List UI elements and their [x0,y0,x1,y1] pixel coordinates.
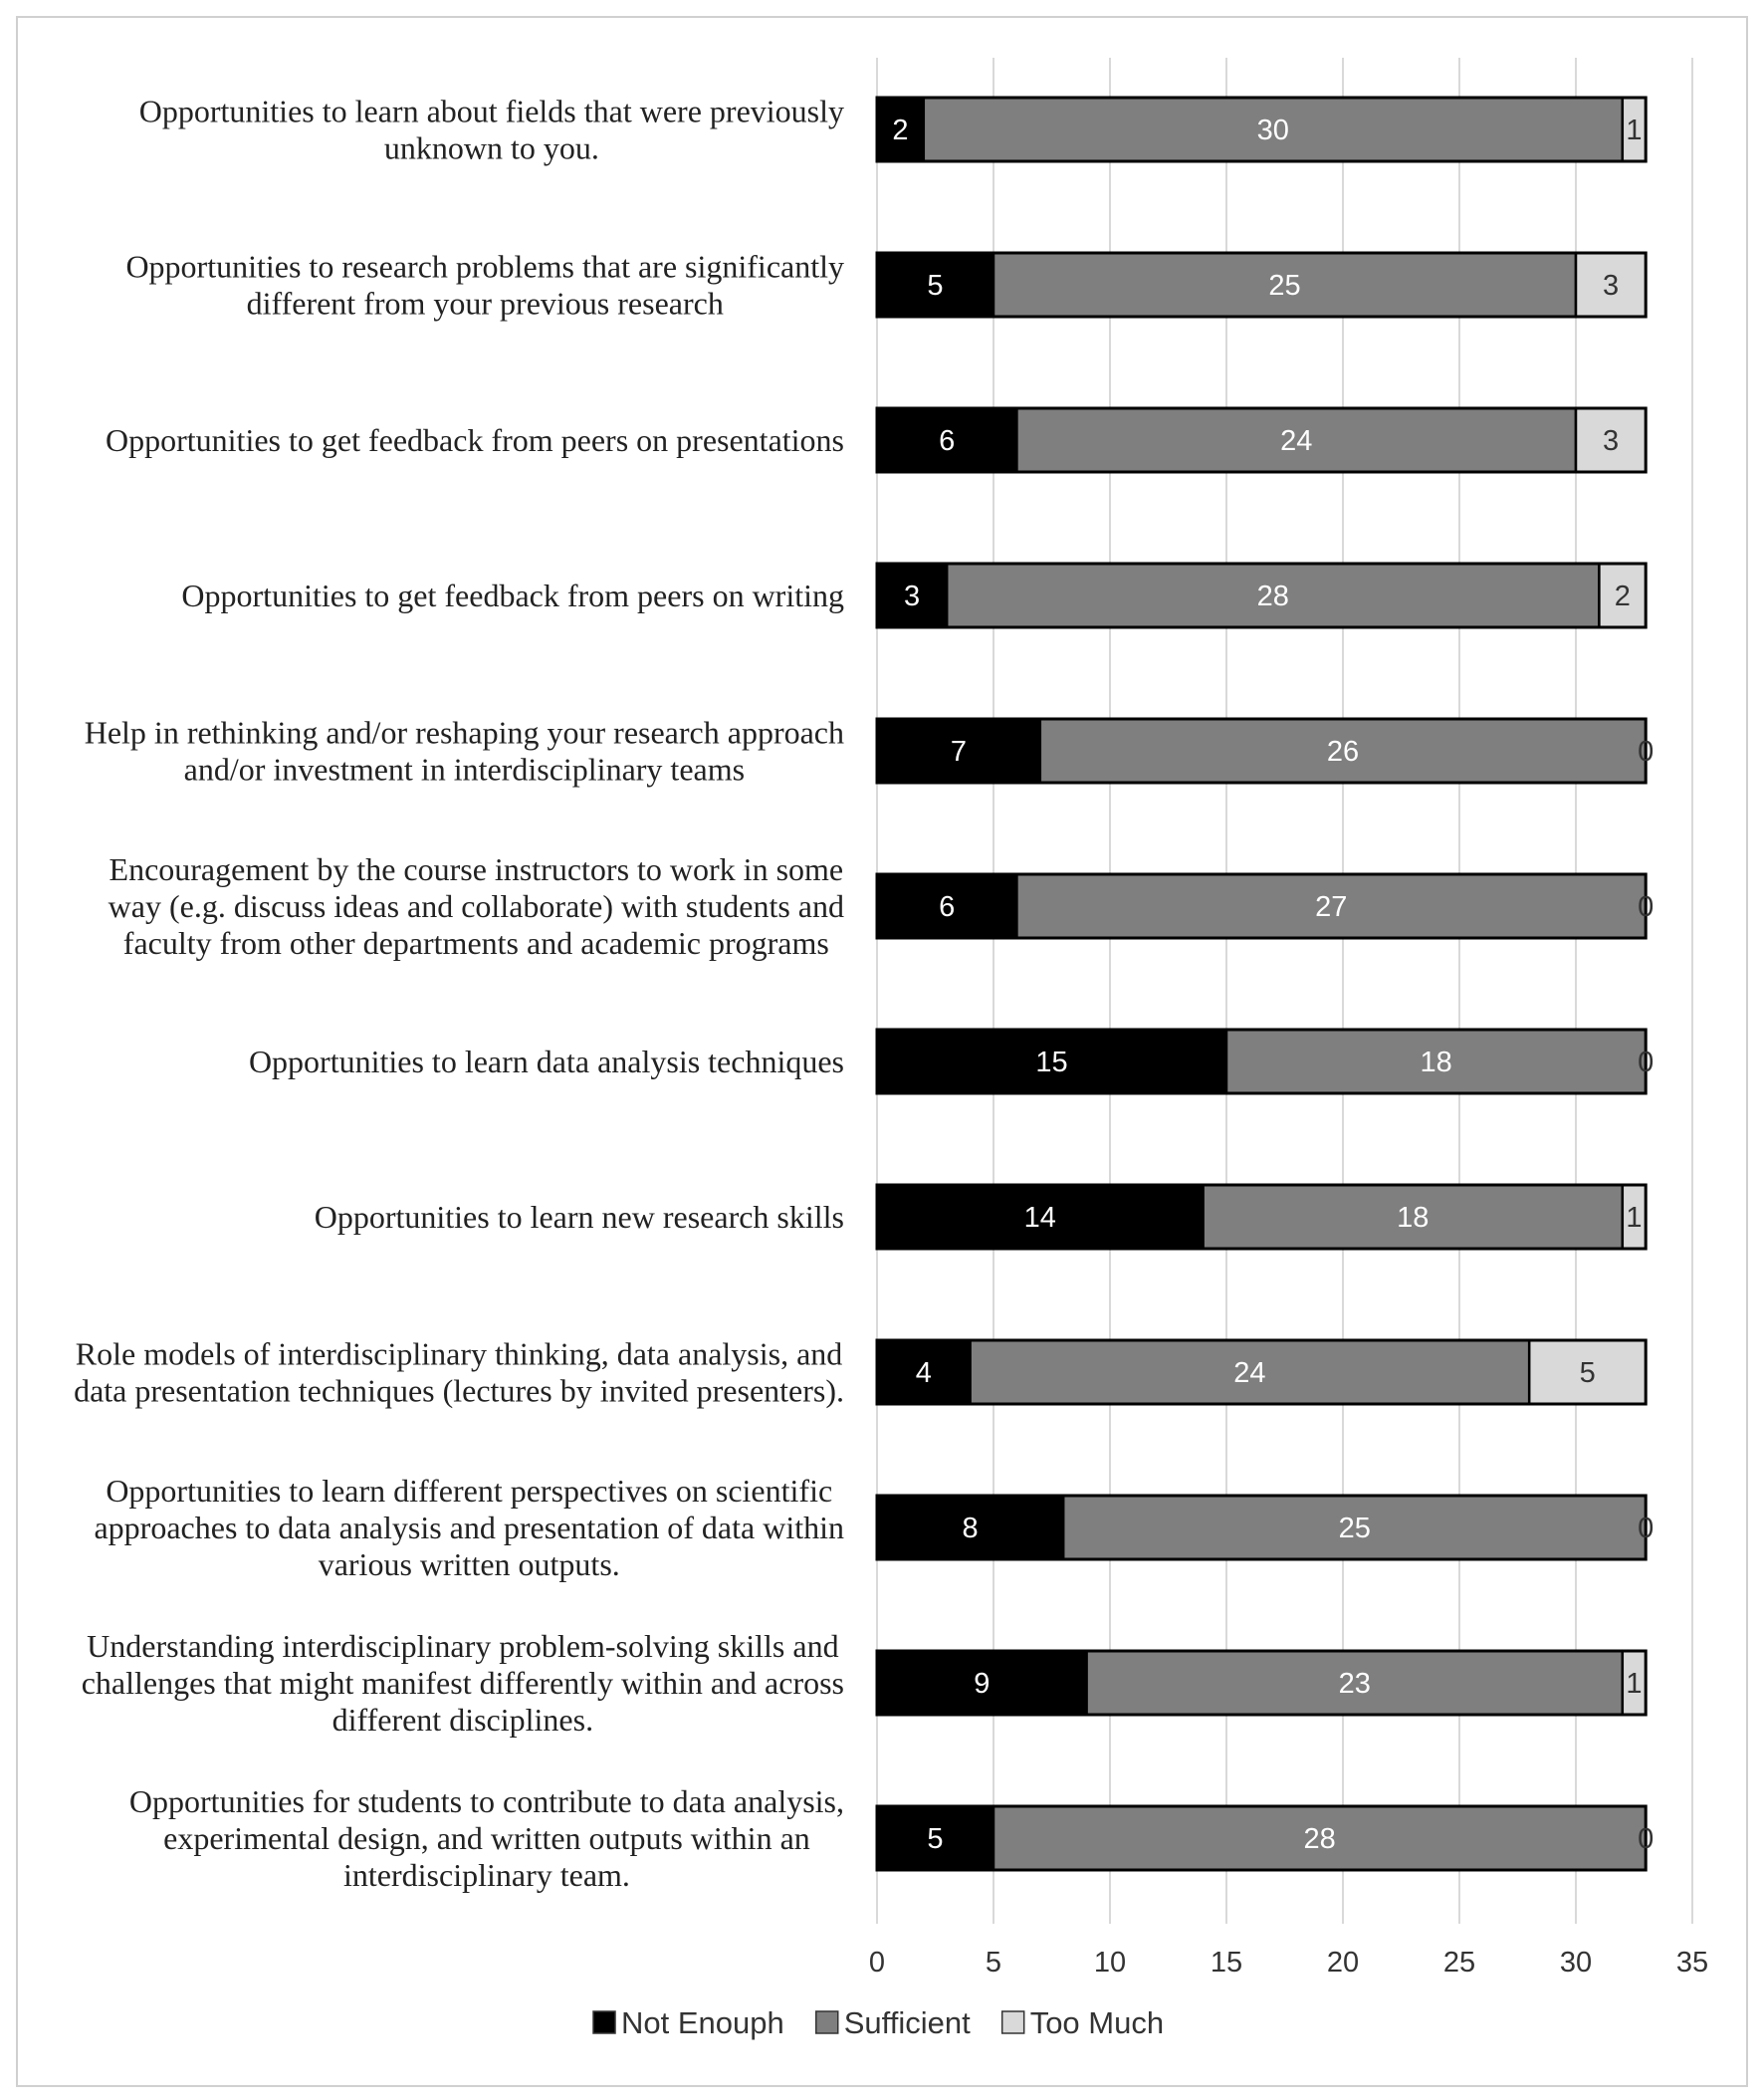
category-label-line: Encouragement by the course instructors to work in some [109,851,844,887]
data-label: 28 [1303,1823,1336,1855]
category-label-line: and/or investment in interdisciplinary teams [183,751,746,788]
data-label: 25 [1268,270,1301,302]
legend-swatch [1002,2011,1024,2033]
category-label-line: way (e.g. discuss ideas and collaborate) with students and [108,888,844,924]
category-label-line: Opportunities to learn different perspectives on scientific [106,1473,833,1509]
data-label: 6 [939,891,956,923]
category-label-line: Opportunities to get feedback from peers on writing [181,578,844,613]
chart-frame [16,16,1748,2087]
data-label: 1 [1626,1202,1643,1234]
data-label: 5 [927,1823,944,1855]
x-tick-label: 0 [868,1947,886,1979]
x-tick-label: 35 [1675,1947,1709,1979]
data-label: 0 [1638,891,1654,923]
category-label-line: data presentation techniques (lectures by invited presenters). [74,1372,844,1409]
category-label-line: Opportunities to learn about fields that were previously [138,93,844,129]
category-label-line: Opportunities to learn new research skills [314,1199,844,1235]
data-label: 18 [1397,1202,1430,1234]
x-tick-label: 30 [1559,1947,1593,1979]
legend [593,2005,1164,2040]
category-label-line: interdisciplinary team. [343,1857,630,1893]
data-label: 7 [950,736,967,768]
legend-label: Sufficient [843,2005,971,2040]
data-label: 5 [1579,1357,1596,1389]
category-label-line: Opportunities to get feedback from peers on presentations [106,422,844,458]
x-tick-label: 15 [1210,1947,1243,1979]
x-axis-ticks [869,1947,1708,1979]
category-label-line: challenges that might manifest differently within and across [81,1665,844,1701]
x-tick-label: 20 [1326,1947,1360,1979]
data-label: 14 [1023,1202,1056,1234]
data-label: 18 [1420,1047,1452,1078]
category-label-line: Opportunities for students to contribute to data analysis, [128,1783,844,1819]
data-label: 0 [1638,736,1654,768]
legend-swatch [816,2011,838,2033]
data-label: 2 [1614,581,1631,612]
category-label-line: Understanding interdisciplinary problem-solving skills and [87,1628,839,1664]
category-label-line: unknown to you. [383,129,599,166]
legend-label: Not Enouph [621,2005,784,2040]
data-label: 4 [915,1357,932,1389]
data-label: 28 [1256,581,1289,612]
data-label: 0 [1638,1047,1654,1078]
data-label: 24 [1233,1357,1266,1389]
data-label: 1 [1626,115,1643,146]
data-label: 26 [1326,736,1360,768]
gridlines [877,58,1692,1924]
category-label-line: Opportunities to learn data analysis techniques [248,1044,844,1079]
data-label: 3 [1603,270,1620,302]
data-label: 24 [1280,425,1313,457]
data-label: 6 [939,425,956,457]
category-label-line: experimental design, and written outputs within an [163,1820,810,1856]
data-label: 3 [904,581,921,612]
stacked-bar-chart [18,18,1750,2089]
data-label: 23 [1338,1668,1371,1700]
category-label-line: faculty from other departments and academic programs [122,925,829,961]
category-label-line: Help in rethinking and/or reshaping your research approach [84,714,844,751]
data-label: 3 [1603,425,1620,457]
data-label: 8 [962,1513,979,1544]
x-tick-label: 5 [985,1947,1002,1979]
category-label-line: Role models of interdisciplinary thinking, data analysis, and [75,1335,843,1372]
legend-label: Too Much [1029,2005,1165,2040]
data-label: 9 [974,1668,991,1700]
category-label-line: approaches to data analysis and presentation of data within [94,1510,844,1545]
legend-swatch [593,2011,615,2033]
category-label-line: different disciplines. [331,1702,594,1738]
category-label-line: Opportunities to research problems that are significantly [125,248,844,285]
data-label: 15 [1035,1047,1068,1078]
x-tick-label: 25 [1442,1947,1476,1979]
data-label: 27 [1315,891,1348,923]
x-tick-label: 10 [1093,1947,1127,1979]
category-label-line: various written outputs. [318,1546,620,1582]
data-label: 1 [1626,1668,1643,1700]
data-label: 25 [1338,1513,1371,1544]
data-label: 0 [1638,1823,1654,1855]
category-label-line: different from your previous research [246,285,724,322]
data-label: 0 [1638,1513,1654,1544]
category-labels [74,94,844,1894]
data-label: 2 [892,115,909,146]
data-label: 5 [927,270,944,302]
data-label: 30 [1256,115,1289,146]
